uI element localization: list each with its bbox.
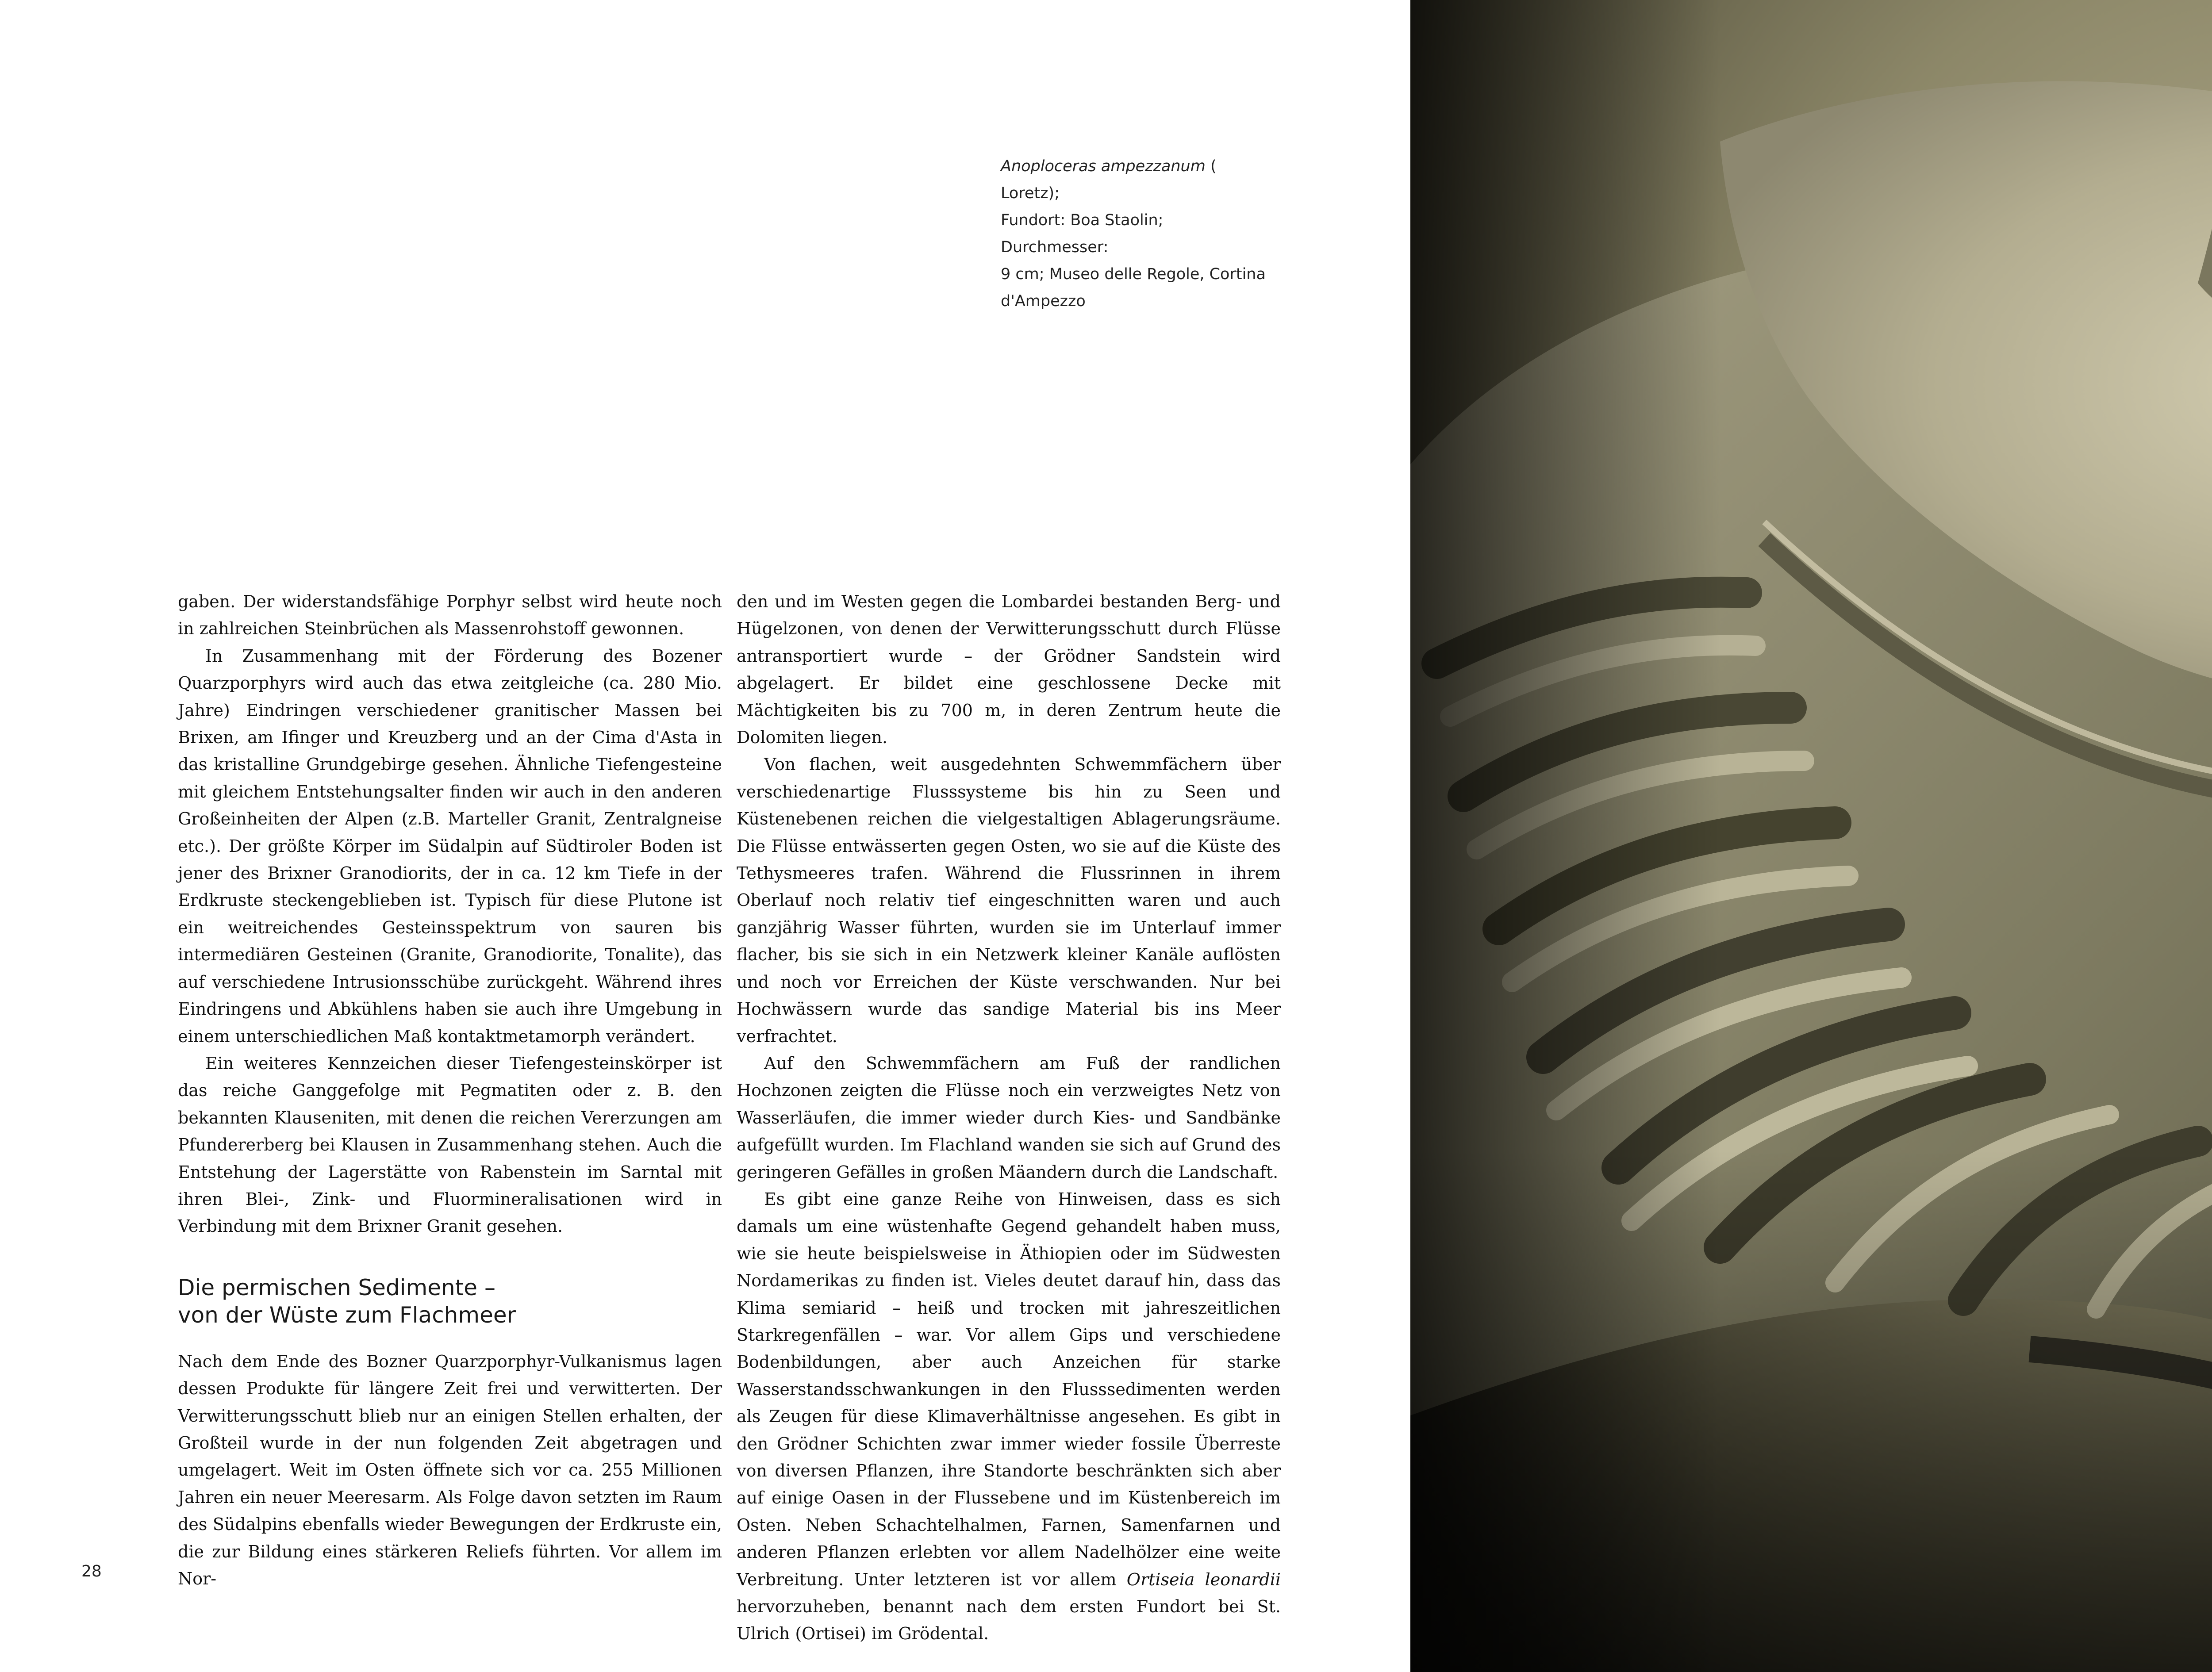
paragraph: Ein weiteres Kennzeichen dieser Tiefengesteinskörper ist das reiche Ganggefolge mit Pegmatiten oder z. B. den bekannten Klauseniten, mit denen die reichen Vererzungen am Pfundererberg bei Klausen in Zusammenhang stehen. Auch die Entstehung der Lagerstätte von Rabenstein im Sarntal mit ihren Blei-, Zink- und Fluormineralisationen wird in Verbindung mit dem Brixner Granit gesehen. (178, 1053, 722, 1236)
section-heading (178, 1274, 722, 1329)
section-heading-line: von der Wüste zum Flachmeer (178, 1302, 516, 1328)
text-column-right (737, 588, 1281, 1648)
species-name: Ortiseia leonardii (1126, 1569, 1281, 1589)
text-column-left (178, 588, 722, 1592)
paragraph-text: Es gibt eine ganze Reihe von Hinweisen, dass es sich damals um eine wüstenhafte Gegend gehandelt haben muss, wie sie heute beispielsweise in Äthiopien oder im Südwesten Nordamerikas zu finden ist. Vieles deutet darauf hin, dass das Klima semiarid – heiß und trocken mit jahreszeitlichen Starkregenfällen – war. Vor allem Gips und verschiedene Bodenbildungen, aber auch Anzeichen für starke Wasserstandsschwankungen in den Flusssedimenten werden als Zeugen für diese Klimaverhältnisse angesehen. Es gibt in den Grödner Schichten zwar immer wieder fossile Überreste von diversen Pflanzen, ihre Standorte beschränkten sich aber auf einige Oasen in der Flussebene und im Küstenbereich im Osten. Neben Schachtelhalmen, Farnen, Samenfarnen und anderen Pflanzen erlebten vor allem Nadelhölzer eine weite Verbreitung. Unter letzteren ist vor allem (737, 1189, 1281, 1589)
paragraph: den und im Westen gegen die Lombardei bestanden Berg- und Hügelzonen, von denen der Verwitterungsschutt durch Flüsse antransportiert wurde – der Grödner Sandstein wird abgelagert. Er bildet eine geschlossene Decke mit Mächtigkeiten bis zu 700 m, in deren Zentrum heute die Dolomiten liegen. (737, 592, 1281, 748)
paragraph: In Zusammenhang mit der Förderung des Bozener Quarzporphyrs wird auch das etwa zeitgleiche (ca. 280 Mio. Jahre) Eindringen verschiedener granitischer Massen bei Brixen, am Ifinger und Kreuzberg und an der Cima d'Asta in das kristalline Grundgebirge gesehen. Ähnliche Tiefengesteine mit gleichem Entstehungsalter finden wir auch in den anderen Großeinheiten der Alpen (z.B. Marteller Granit, Zentralgneise etc.). Der größte Körper im Südalpin auf Südtiroler Boden ist jener des Brixner Granodiorits, der in ca. 12 km Tiefe in der Erdkruste steckengeblieben ist. Typisch für diese Plutone ist ein weitreichendes Gesteinsspektrum von sauren bis intermediären Gesteinen (Granite, Granodiorite, Tonalite), das auf verschiedene Intrusionsschübe zurückgeht. Während ihres Eindringens und Abkühlens haben sie auch ihre Umgebung in einem unterschiedlichen Maß kontaktmetamorph verändert. (178, 646, 722, 1046)
caption-locality: Fundort: Boa Staolin; Durchmesser: (1001, 211, 1164, 256)
paragraph-text: hervorzuheben, benannt nach dem ersten Fundort bei St. Ulrich (Ortisei) im Grödental. (737, 1597, 1281, 1644)
paragraph: Auf den Schwemmfächern am Fuß der randlichen Hochzonen zeigten die Flüsse noch ein verzweigtes Netz von Wasserläufen, die immer wieder durch Kies- und Sandbänke aufgefüllt wurden. Im Flachland wanden sie sich auf Grund des geringeren Gefälles in großen Mäandern durch die Landschaft. (737, 1053, 1281, 1182)
photo-caption (1001, 153, 1266, 315)
fossil-illustration (1410, 0, 2212, 1672)
caption-museum: d'Ampezzo (1001, 292, 1086, 310)
caption-author: ( Loretz); (1001, 157, 1217, 202)
caption-species-name: Anoploceras ampezzanum (1001, 157, 1206, 175)
paragraph (737, 1186, 1281, 1648)
caption-diameter: 9 cm; Museo delle Regole, Cortina (1001, 265, 1266, 283)
page-number: 28 (81, 1562, 102, 1580)
section-heading-line: Die permischen Sedimente – (178, 1274, 495, 1300)
ammonite-fossil-photo (1410, 0, 2212, 1672)
paragraph: Nach dem Ende des Bozner Quarzporphyr-Vulkanismus lagen dessen Produkte für längere Zeit frei und verwitterten. Der Verwitterungsschutt blieb nur an einigen Stellen erhalten, der Großteil wurde in der nun folgenden Zeit abgetragen und umgelagert. Weit im Osten öffnete sich vor ca. 255 Millionen Jahren ein neuer Meeresarm. Als Folge davon setzten im Raum des Südalpins ebenfalls wieder Bewegungen der Erdkruste ein, die zur Bildung eines stärkeren Reliefs führten. Vor allem im Nor- (178, 1351, 722, 1588)
paragraph: Von flachen, weit ausgedehnten Schwemmfächern über verschiedenartige Flusssysteme bis hin zu Seen und Küstenebenen reichen die vielgestaltigen Ablagerungsräume. Die Flüsse entwässerten gegen Osten, wo sie auf die Küste des Tethysmeeres trafen. Während die Flussrinnen in ihrem Oberlauf noch relativ tief eingeschnitten waren und auch ganzjährig Wasser führten, wurden sie im Unterlauf immer flacher, bis sie sich in ein Netzwerk kleiner Kanäle auflösten und noch vor Erreichen der Küste verschwanden. Nur bei Hochwässern wurde das sandige Material bis ins Meer verfrachtet. (737, 755, 1281, 1046)
paragraph: gaben. Der widerstandsfähige Porphyr selbst wird heute noch in zahlreichen Steinbrüchen als Massenrohstoff gewonnen. (178, 592, 722, 639)
